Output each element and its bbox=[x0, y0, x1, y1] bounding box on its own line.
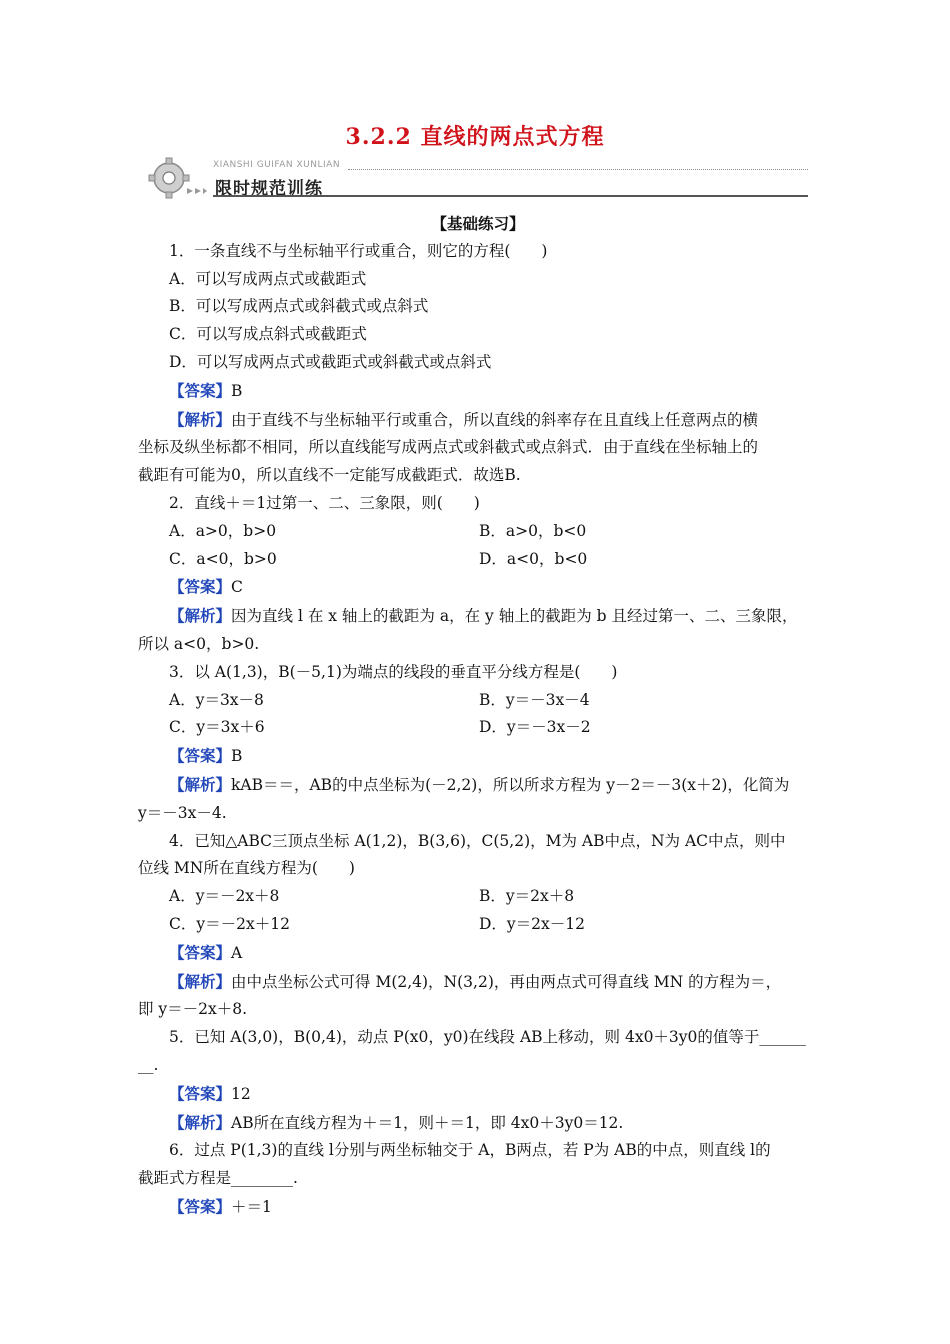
question-2-options-row-2 bbox=[138, 546, 818, 574]
answer-value: C bbox=[231, 578, 243, 597]
question-3-options-row-1 bbox=[138, 687, 818, 715]
question-5-stem-line-2: __. bbox=[138, 1055, 159, 1074]
question-2-option-c: C．a<0，b>0 bbox=[169, 549, 277, 568]
answer-tag: 【答案】 bbox=[169, 746, 232, 766]
section-banner bbox=[143, 152, 808, 206]
answer-tag: 【答案】 bbox=[169, 942, 232, 962]
question-1-option-a: A．可以写成两点式或截距式 bbox=[169, 269, 367, 288]
answer-tag: 【答案】 bbox=[169, 1083, 232, 1103]
question-5-analysis bbox=[138, 1109, 818, 1138]
question-3-analysis bbox=[138, 771, 818, 800]
question-3-options-row-2 bbox=[138, 714, 818, 742]
question-1-option-d: D．可以写成两点式或截距式或斜截式或点斜式 bbox=[169, 352, 492, 371]
question-1-answer bbox=[138, 377, 818, 406]
question-3-option-a: A．y＝3x－8 bbox=[169, 690, 264, 709]
analysis-tag: 【解析】 bbox=[169, 971, 232, 991]
answer-value: B bbox=[231, 747, 243, 766]
question-2-stem: 2．直线＋＝1过第一、二、三象限，则( ) bbox=[169, 493, 480, 512]
answer-value: ＋＝1 bbox=[231, 1197, 272, 1216]
question-4-answer bbox=[138, 939, 818, 968]
question-4-option-c: C．y＝－2x＋12 bbox=[169, 914, 290, 933]
question-2-analysis-line-2: 所以 a<0，b>0. bbox=[138, 634, 260, 653]
question-4-stem: 4．已知△ABC三顶点坐标 A(1,2)，B(3,6)，C(5,2)，M为 AB中点，N为 AC中点，则中 bbox=[169, 831, 786, 850]
question-1-analysis-line-3: 截距有可能为0，所以直线不一定能写成截距式．故选B. bbox=[138, 466, 521, 485]
question-1-option-c: C．可以写成点斜式或截距式 bbox=[169, 325, 367, 344]
question-5-stem: 5．已知 A(3,0)，B(0,4)，动点 P(x0，y0)在线段 AB上移动，则 4x0＋3y0的值等于______ bbox=[169, 1028, 806, 1047]
question-1-analysis-line-2: 坐标及纵坐标都不相同，所以直线能写成两点式或斜截式或点斜式．由于直线在坐标轴上的 bbox=[138, 438, 759, 457]
analysis-text: 由于直线不与坐标轴平行或重合，所以直线的斜率存在且直线上任意两点的横 bbox=[231, 410, 759, 429]
analysis-tag: 【解析】 bbox=[169, 409, 232, 429]
answer-value: B bbox=[231, 381, 243, 400]
question-4-options-row-2 bbox=[138, 911, 818, 939]
question-2-options-row-1 bbox=[138, 518, 818, 546]
question-4-analysis-line-2: 即 y＝－2x＋8. bbox=[138, 1000, 248, 1019]
gear-decoration-icon bbox=[147, 156, 207, 202]
question-3-option-d: D．y＝－3x－2 bbox=[479, 718, 591, 737]
answer-value: 12 bbox=[231, 1084, 251, 1103]
analysis-text: 因为直线 l 在 x 轴上的截距为 a，在 y 轴上的截距为 b 且经过第一、二、三象限， bbox=[231, 607, 798, 626]
question-3-option-b: B．y＝－3x－4 bbox=[479, 690, 590, 709]
banner-dotted-divider bbox=[348, 169, 808, 170]
question-5-answer bbox=[138, 1080, 818, 1109]
question-6-stem-line-2: 截距式方程是________. bbox=[138, 1169, 298, 1188]
question-4-option-d: D．y＝2x－12 bbox=[479, 914, 586, 933]
question-2-option-b: B．a>0，b<0 bbox=[479, 521, 587, 540]
analysis-text: AB所在直线方程为＋＝1，则＋＝1，即 4x0＋3y0＝12. bbox=[231, 1113, 624, 1132]
question-1-analysis bbox=[138, 406, 818, 435]
answer-tag: 【答案】 bbox=[169, 380, 232, 400]
section-heading: 【基础练习】 bbox=[431, 214, 525, 233]
question-2-option-d: D．a<0，b<0 bbox=[479, 549, 588, 568]
banner-divider bbox=[213, 195, 808, 197]
question-1-option-b: B．可以写成两点式或斜截式或点斜式 bbox=[169, 297, 429, 316]
question-6-stem: 6．过点 P(1,3)的直线 l分别与两坐标轴交于 A，B两点，若 P为 AB的中点，则直线 l的 bbox=[169, 1141, 771, 1160]
answer-tag: 【答案】 bbox=[169, 1196, 232, 1216]
analysis-tag: 【解析】 bbox=[169, 606, 232, 626]
exercise-content bbox=[138, 210, 818, 1222]
document-title: 3.2.2 直线的两点式方程 bbox=[345, 124, 605, 150]
banner-label: 限时规范训练 bbox=[215, 179, 323, 199]
question-4-stem-line-2: 位线 MN所在直线方程为( ) bbox=[138, 859, 355, 878]
question-3-answer bbox=[138, 742, 818, 771]
analysis-tag: 【解析】 bbox=[169, 1112, 232, 1132]
question-4-analysis bbox=[138, 968, 818, 997]
question-3-option-c: C．y＝3x＋6 bbox=[169, 718, 265, 737]
question-1-stem: 1．一条直线不与坐标轴平行或重合，则它的方程( ) bbox=[169, 241, 548, 260]
analysis-text: kAB＝＝，AB的中点坐标为(－2,2)，所以所求方程为 y－2＝－3(x＋2)，化简为 bbox=[231, 775, 790, 794]
question-2-answer bbox=[138, 573, 818, 602]
question-3-stem: 3．以 A(1,3)，B(－5,1)为端点的线段的垂直平分线方程是( ) bbox=[169, 662, 618, 681]
question-4-options-row-1 bbox=[138, 883, 818, 911]
answer-tag: 【答案】 bbox=[169, 577, 232, 597]
question-2-analysis bbox=[138, 602, 818, 631]
banner-pinyin: XIANSHI GUIFAN XUNLIAN bbox=[213, 160, 341, 170]
answer-value: A bbox=[231, 943, 243, 962]
question-4-option-a: A．y＝－2x＋8 bbox=[169, 887, 280, 906]
question-2-option-a: A．a>0，b>0 bbox=[169, 521, 277, 540]
question-3-analysis-line-2: y＝－3x－4. bbox=[138, 803, 227, 822]
question-6-answer bbox=[138, 1193, 818, 1222]
analysis-text: 由中点坐标公式可得 M(2,4)，N(3,2)，再由两点式可得直线 MN 的方程为＝， bbox=[231, 972, 782, 991]
analysis-tag: 【解析】 bbox=[169, 774, 232, 794]
question-4-option-b: B．y＝2x＋8 bbox=[479, 887, 575, 906]
